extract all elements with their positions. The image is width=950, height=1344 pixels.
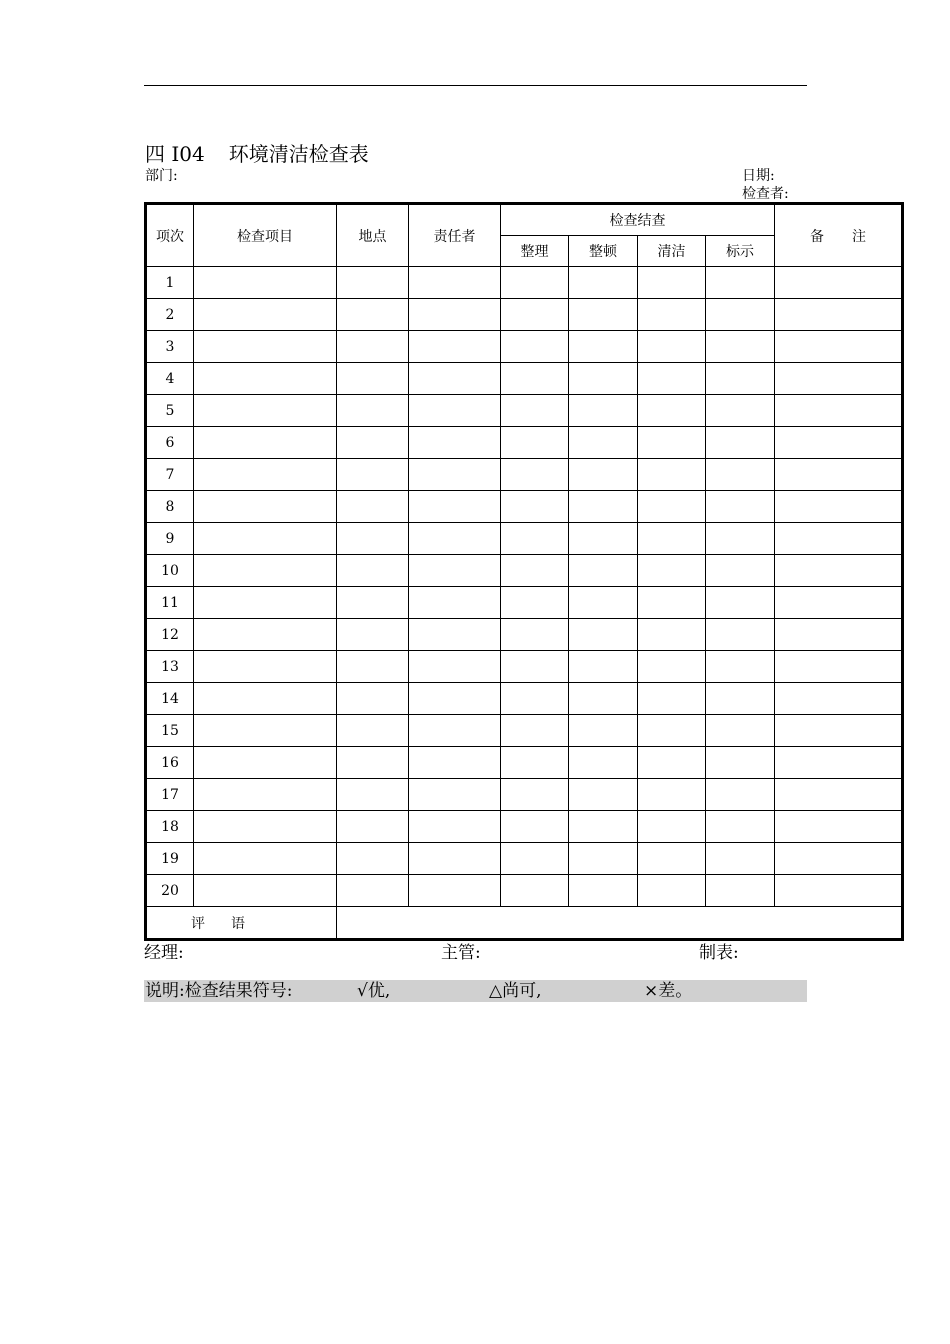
- cell-location[interactable]: [337, 427, 409, 459]
- row-number: 7: [146, 459, 194, 491]
- cell-remark[interactable]: [775, 747, 903, 779]
- table-row: [146, 651, 903, 683]
- cell-label[interactable]: [706, 683, 775, 715]
- cell-responsible[interactable]: [409, 587, 501, 619]
- row-number: 14: [146, 683, 194, 715]
- cell-label[interactable]: [706, 587, 775, 619]
- table-row: [146, 747, 903, 779]
- cell-label[interactable]: [706, 427, 775, 459]
- cell-responsible[interactable]: [409, 651, 501, 683]
- cell-remark[interactable]: [775, 587, 903, 619]
- cell-set[interactable]: [569, 363, 638, 395]
- cell-remark[interactable]: [775, 715, 903, 747]
- cell-clean[interactable]: [638, 779, 706, 811]
- row-number: 10: [146, 555, 194, 587]
- table-row: [146, 619, 903, 651]
- cell-location[interactable]: [337, 619, 409, 651]
- cell-check-item[interactable]: [194, 267, 337, 299]
- row-number: 19: [146, 843, 194, 875]
- cell-check-item[interactable]: [194, 683, 337, 715]
- table-row: [146, 395, 903, 427]
- comment-label-b: 语: [231, 915, 245, 932]
- header-result-set: 整顿: [569, 236, 638, 267]
- cell-responsible[interactable]: [409, 619, 501, 651]
- cell-remark[interactable]: [775, 683, 903, 715]
- table-row: [146, 715, 903, 747]
- cell-remark[interactable]: [775, 619, 903, 651]
- cell-remark[interactable]: [775, 843, 903, 875]
- cell-responsible[interactable]: [409, 395, 501, 427]
- cell-remark[interactable]: [775, 331, 903, 363]
- cell-set[interactable]: [569, 875, 638, 907]
- cell-sort[interactable]: [501, 459, 569, 491]
- header-responsible: 责任者: [409, 204, 501, 267]
- cell-remark[interactable]: [775, 555, 903, 587]
- prepared-by-label: 制表:: [699, 943, 739, 963]
- cell-label[interactable]: [706, 459, 775, 491]
- cell-location[interactable]: [337, 587, 409, 619]
- cell-set[interactable]: [569, 395, 638, 427]
- cell-clean[interactable]: [638, 843, 706, 875]
- cell-set[interactable]: [569, 459, 638, 491]
- cell-label[interactable]: [706, 715, 775, 747]
- cell-location[interactable]: [337, 651, 409, 683]
- row-number: 20: [146, 875, 194, 907]
- cell-set[interactable]: [569, 299, 638, 331]
- top-rule: [144, 85, 807, 86]
- row-number: 1: [146, 267, 194, 299]
- cell-set[interactable]: [569, 619, 638, 651]
- cell-clean[interactable]: [638, 267, 706, 299]
- cell-remark[interactable]: [775, 875, 903, 907]
- table-row: [146, 587, 903, 619]
- cell-check-item[interactable]: [194, 619, 337, 651]
- row-number: 6: [146, 427, 194, 459]
- header-result-label: 标示: [706, 236, 775, 267]
- row-number: 2: [146, 299, 194, 331]
- cell-responsible[interactable]: [409, 459, 501, 491]
- inspector-label: 检查者:: [742, 186, 789, 202]
- cell-check-item[interactable]: [194, 715, 337, 747]
- cell-clean[interactable]: [638, 683, 706, 715]
- cell-clean[interactable]: [638, 811, 706, 843]
- cell-check-item[interactable]: [194, 299, 337, 331]
- cell-label[interactable]: [706, 555, 775, 587]
- row-number: 4: [146, 363, 194, 395]
- page-title: [145, 141, 369, 167]
- row-number: 12: [146, 619, 194, 651]
- cell-check-item[interactable]: [194, 395, 337, 427]
- cell-set[interactable]: [569, 715, 638, 747]
- cell-sort[interactable]: [501, 491, 569, 523]
- table-row: [146, 875, 903, 907]
- inspection-table: [144, 202, 904, 941]
- cell-sort[interactable]: [501, 587, 569, 619]
- cell-set[interactable]: [569, 779, 638, 811]
- cell-label[interactable]: [706, 395, 775, 427]
- header-result-sort: 整理: [501, 236, 569, 267]
- cell-clean[interactable]: [638, 587, 706, 619]
- cell-label[interactable]: [706, 331, 775, 363]
- cell-sort[interactable]: [501, 715, 569, 747]
- legend-prefix: 说明:检查结果符号:: [145, 981, 293, 1001]
- cell-check-item[interactable]: [194, 843, 337, 875]
- table-row: [146, 811, 903, 843]
- cell-check-item[interactable]: [194, 651, 337, 683]
- cell-responsible[interactable]: [409, 427, 501, 459]
- cell-label[interactable]: [706, 363, 775, 395]
- cell-location[interactable]: [337, 779, 409, 811]
- cell-sort[interactable]: [501, 427, 569, 459]
- cell-clean[interactable]: [638, 427, 706, 459]
- cell-label[interactable]: [706, 747, 775, 779]
- table-row: [146, 363, 903, 395]
- cell-responsible[interactable]: [409, 523, 501, 555]
- header-remark-a: 备: [810, 228, 824, 245]
- cell-responsible[interactable]: [409, 363, 501, 395]
- cell-clean[interactable]: [638, 395, 706, 427]
- cell-sort[interactable]: [501, 875, 569, 907]
- cell-remark[interactable]: [775, 523, 903, 555]
- comment-field[interactable]: [337, 907, 903, 940]
- cell-responsible[interactable]: [409, 491, 501, 523]
- row-number: 13: [146, 651, 194, 683]
- cell-remark[interactable]: [775, 395, 903, 427]
- comment-row: [146, 907, 903, 940]
- cell-check-item[interactable]: [194, 555, 337, 587]
- cell-label[interactable]: [706, 523, 775, 555]
- cell-label[interactable]: [706, 619, 775, 651]
- cell-label[interactable]: [706, 779, 775, 811]
- cell-remark[interactable]: [775, 299, 903, 331]
- cell-location[interactable]: [337, 683, 409, 715]
- cell-location[interactable]: [337, 267, 409, 299]
- cell-location[interactable]: [337, 299, 409, 331]
- department-label: 部门:: [145, 168, 178, 184]
- cell-remark[interactable]: [775, 491, 903, 523]
- cell-check-item[interactable]: [194, 427, 337, 459]
- cell-location[interactable]: [337, 555, 409, 587]
- cell-check-item[interactable]: [194, 811, 337, 843]
- table-row: [146, 299, 903, 331]
- cell-sort[interactable]: [501, 619, 569, 651]
- cell-responsible[interactable]: [409, 715, 501, 747]
- cell-set[interactable]: [569, 331, 638, 363]
- header-check-item: 检查项目: [194, 204, 337, 267]
- cell-check-item[interactable]: [194, 459, 337, 491]
- cell-clean[interactable]: [638, 363, 706, 395]
- cell-check-item[interactable]: [194, 779, 337, 811]
- cell-set[interactable]: [569, 267, 638, 299]
- supervisor-label: 主管:: [441, 943, 481, 963]
- table-row: [146, 459, 903, 491]
- cell-clean[interactable]: [638, 523, 706, 555]
- comment-label-a: 评: [191, 915, 205, 932]
- comment-label: [146, 907, 337, 940]
- cell-location[interactable]: [337, 875, 409, 907]
- cell-remark[interactable]: [775, 459, 903, 491]
- header-remark-b: 注: [852, 228, 866, 245]
- cell-location[interactable]: [337, 747, 409, 779]
- cell-set[interactable]: [569, 491, 638, 523]
- cell-sort[interactable]: [501, 267, 569, 299]
- cell-location[interactable]: [337, 363, 409, 395]
- row-number: 15: [146, 715, 194, 747]
- cell-sort[interactable]: [501, 683, 569, 715]
- cell-responsible[interactable]: [409, 779, 501, 811]
- table-row: [146, 683, 903, 715]
- row-number: 17: [146, 779, 194, 811]
- row-number: 3: [146, 331, 194, 363]
- cell-check-item[interactable]: [194, 747, 337, 779]
- cell-responsible[interactable]: [409, 683, 501, 715]
- cell-set[interactable]: [569, 587, 638, 619]
- cell-sort[interactable]: [501, 363, 569, 395]
- cell-check-item[interactable]: [194, 523, 337, 555]
- cell-label[interactable]: [706, 491, 775, 523]
- cell-check-item[interactable]: [194, 875, 337, 907]
- header-result-group: 检查结查: [501, 204, 775, 236]
- row-number: 9: [146, 523, 194, 555]
- cell-location[interactable]: [337, 715, 409, 747]
- cell-label[interactable]: [706, 651, 775, 683]
- cell-sort[interactable]: [501, 555, 569, 587]
- title-code: 四 I04: [145, 142, 205, 166]
- cell-clean[interactable]: [638, 299, 706, 331]
- cell-location[interactable]: [337, 459, 409, 491]
- table-row: [146, 267, 903, 299]
- legend-bar: [144, 980, 807, 1002]
- cell-responsible[interactable]: [409, 331, 501, 363]
- cell-label[interactable]: [706, 299, 775, 331]
- cell-check-item[interactable]: [194, 363, 337, 395]
- cell-remark[interactable]: [775, 427, 903, 459]
- cell-location[interactable]: [337, 331, 409, 363]
- title-text: 环境清洁检查表: [228, 142, 369, 166]
- cell-sort[interactable]: [501, 651, 569, 683]
- cell-location[interactable]: [337, 491, 409, 523]
- header-row-1: [146, 204, 903, 236]
- cell-set[interactable]: [569, 651, 638, 683]
- cell-clean[interactable]: [638, 715, 706, 747]
- cell-responsible[interactable]: [409, 811, 501, 843]
- cell-clean[interactable]: [638, 651, 706, 683]
- cell-label[interactable]: [706, 811, 775, 843]
- cell-sort[interactable]: [501, 523, 569, 555]
- row-number: 16: [146, 747, 194, 779]
- table-row: [146, 331, 903, 363]
- cell-location[interactable]: [337, 395, 409, 427]
- cell-sort[interactable]: [501, 779, 569, 811]
- table-row: [146, 779, 903, 811]
- cell-check-item[interactable]: [194, 491, 337, 523]
- cell-remark[interactable]: [775, 267, 903, 299]
- cell-remark[interactable]: [775, 651, 903, 683]
- table-row: [146, 427, 903, 459]
- manager-label: 经理:: [144, 943, 184, 963]
- cell-remark[interactable]: [775, 363, 903, 395]
- cell-label[interactable]: [706, 843, 775, 875]
- cell-clean[interactable]: [638, 491, 706, 523]
- cell-set[interactable]: [569, 523, 638, 555]
- cell-clean[interactable]: [638, 555, 706, 587]
- cell-responsible[interactable]: [409, 267, 501, 299]
- cell-clean[interactable]: [638, 875, 706, 907]
- cell-responsible[interactable]: [409, 747, 501, 779]
- cell-set[interactable]: [569, 555, 638, 587]
- cell-clean[interactable]: [638, 331, 706, 363]
- cell-clean[interactable]: [638, 619, 706, 651]
- header-item-no: 项次: [146, 204, 194, 267]
- cell-sort[interactable]: [501, 299, 569, 331]
- cell-responsible[interactable]: [409, 875, 501, 907]
- cell-set[interactable]: [569, 747, 638, 779]
- header-location: 地点: [337, 204, 409, 267]
- cell-remark[interactable]: [775, 811, 903, 843]
- cell-location[interactable]: [337, 523, 409, 555]
- cell-set[interactable]: [569, 683, 638, 715]
- cell-responsible[interactable]: [409, 299, 501, 331]
- date-label: 日期:: [742, 168, 775, 184]
- cell-clean[interactable]: [638, 459, 706, 491]
- legend-poor: ×差。: [644, 981, 693, 1001]
- cell-check-item[interactable]: [194, 331, 337, 363]
- cell-sort[interactable]: [501, 395, 569, 427]
- cell-set[interactable]: [569, 427, 638, 459]
- cell-sort[interactable]: [501, 747, 569, 779]
- table-row: [146, 491, 903, 523]
- header-result-clean: 清洁: [638, 236, 706, 267]
- cell-remark[interactable]: [775, 779, 903, 811]
- legend-fair: △尚可,: [489, 981, 542, 1001]
- table-row: [146, 843, 903, 875]
- row-number: 18: [146, 811, 194, 843]
- cell-clean[interactable]: [638, 747, 706, 779]
- table-row: [146, 523, 903, 555]
- cell-label[interactable]: [706, 875, 775, 907]
- cell-responsible[interactable]: [409, 555, 501, 587]
- table-row: [146, 555, 903, 587]
- cell-label[interactable]: [706, 267, 775, 299]
- row-number: 11: [146, 587, 194, 619]
- legend-good: √优,: [357, 981, 391, 1001]
- cell-set[interactable]: [569, 811, 638, 843]
- cell-set[interactable]: [569, 843, 638, 875]
- row-number: 5: [146, 395, 194, 427]
- row-number: 8: [146, 491, 194, 523]
- cell-location[interactable]: [337, 811, 409, 843]
- cell-sort[interactable]: [501, 811, 569, 843]
- cell-check-item[interactable]: [194, 587, 337, 619]
- header-remark: [775, 204, 903, 267]
- cell-sort[interactable]: [501, 331, 569, 363]
- cell-responsible[interactable]: [409, 843, 501, 875]
- cell-location[interactable]: [337, 843, 409, 875]
- cell-sort[interactable]: [501, 843, 569, 875]
